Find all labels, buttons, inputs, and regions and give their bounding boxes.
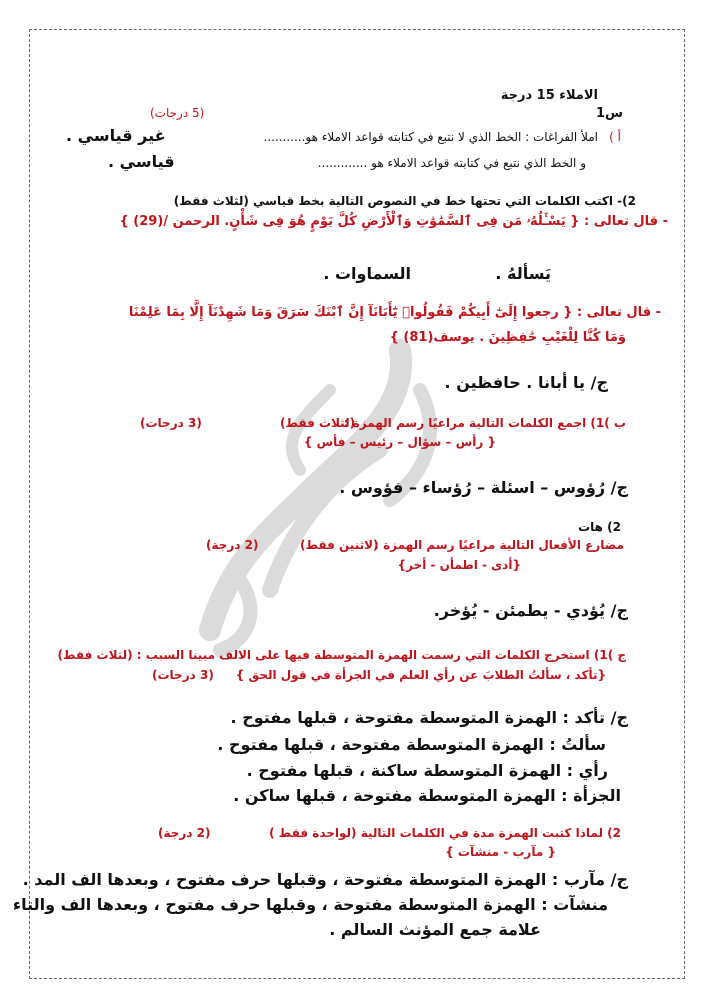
section-a-instruction: املأ الفراغات : الخط الذي لا نتبع في كتابته قواعد الاملاء هو........... <box>263 130 598 144</box>
section-c-instruction: ج )1) استخرج الكلمات التي رسمت الهمزة المتوسطة فيها على الالف مبينا السبب : (لثلاث فقط) <box>57 648 626 662</box>
section-a2-answer-2: ج/ يا أبانا . حافظين . <box>444 373 608 392</box>
section-b-note: (لثلاث فقط) <box>280 416 356 430</box>
section-a2-answer-1b: السماوات . <box>323 264 411 283</box>
section-c2-answer-1: ج/ مآرب : الهمزة المتوسطة مفتوحة ، وقبلها حرف مفتوح ، وبعدها الف المد . <box>22 870 628 889</box>
section-c2-words: { مآرب - منشآت } <box>445 845 556 859</box>
section-a-answer-1: غير قياسي . <box>66 126 166 145</box>
verse-1: - قال تعالى : { يَسْـَٔلُهُۥ مَن فِى ٱلسَّمَٰوَٰتِ وَٱلْأَرْضِ كُلَّ يَوْمٍ هُوَ فِى شَأْنٍ. الرحمن /(29) } <box>119 214 668 229</box>
section-b-answer: ج/ رُؤوس – اسئلة – رُؤساء – فؤوس . <box>339 478 628 497</box>
section-b2-points: (2 درجة) <box>206 538 259 552</box>
section-b2-note: (لاثنين فقط) <box>300 538 379 552</box>
section-b-points: (3 درجات) <box>140 416 202 430</box>
section-c-answer-4: الجزأة : الهمزة المتوسطة مفتوحة ، قبلها ساكن . <box>233 786 621 805</box>
section-c-answer-1: ج/ تأكد : الهمزة المتوسطة مفتوحة ، قبلها مفتوح . <box>230 708 628 727</box>
question-number: س1 <box>596 106 623 121</box>
section-b2-instruction: مضارع الأفعال التالية مراعيًا رسم الهمزة : <box>374 538 624 552</box>
section-a-line-2: و الخط الذي نتبع في كتابته قواعد الاملاء هو ............. <box>317 156 586 170</box>
section-a-points: (5 درجات) <box>150 106 205 120</box>
section-b2-answer: ج/ يُؤدي - يطمئن - يُؤخر. <box>433 601 628 620</box>
section-c-points: (3 درجات) <box>152 668 214 682</box>
section-a2-answer-1a: يَسألهُ . <box>495 264 551 283</box>
section-c2-instruction: 2) لماذا كتبت الهمزة مدة في الكلمات التالية (لواحدة فقط ) <box>269 826 621 840</box>
verse-2a: - قال تعالى : { رجعوا إِلَىٰٓ أَبِيكُمْ فَقُولُوا۟ يَٰٓأَبَانَآ إِنَّ ٱبْنَكَ سَرَقَ وَمَا شَهِدْنَآ إِلَّا بِمَا عَلِمْنَا <box>128 305 661 320</box>
section-c2-answer-2: منشآت : الهمزة المتوسطة مفتوحة ، وقبلها حرف مفتوح ، وبعدها الف والتاء <box>12 895 608 914</box>
section-c-answer-3: رأي : الهمزة المتوسطة ساكنة ، قبلها مفتوح . <box>246 761 608 780</box>
verse-2b: وَمَا كُنَّا لِلْغَيْبِ حَٰفِظِينَ . يوسف(81) } <box>389 330 626 345</box>
section-b2-words: {أدى - اطمأن - أخر} <box>397 558 521 572</box>
section-c2-answer-3: علامة جمع المؤنث السالم . <box>329 920 541 939</box>
section-a-label: أ ) <box>609 130 621 144</box>
section-c-sentence: {تأكد ، سألتُ الطلابَ عن رأي العلم في الجزأة في قول الحق } <box>235 668 606 682</box>
section-c-answer-2: سألتُ : الهمزة المتوسطة مفتوحة ، قبلها مفتوح . <box>217 735 606 754</box>
section-c2-points: (2 درجة) <box>158 826 211 840</box>
page-title: الاملاء 15 درجة <box>500 88 598 103</box>
section-b-instruction: ب )1) اجمع الكلمات التالية مراعيًا رسم الهمزة : <box>343 416 626 430</box>
section-a-answer-2: قياسي . <box>108 152 175 171</box>
section-b-words: { رأس – سؤال – رئيس – فأس } <box>303 435 496 449</box>
section-a2-instruction: 2)- اكتب الكلمات التي تحتها خط في النصوص التالية بخط قياسي (لثلاث فقط) <box>173 194 636 208</box>
section-b2-label: 2) هات <box>578 520 621 534</box>
